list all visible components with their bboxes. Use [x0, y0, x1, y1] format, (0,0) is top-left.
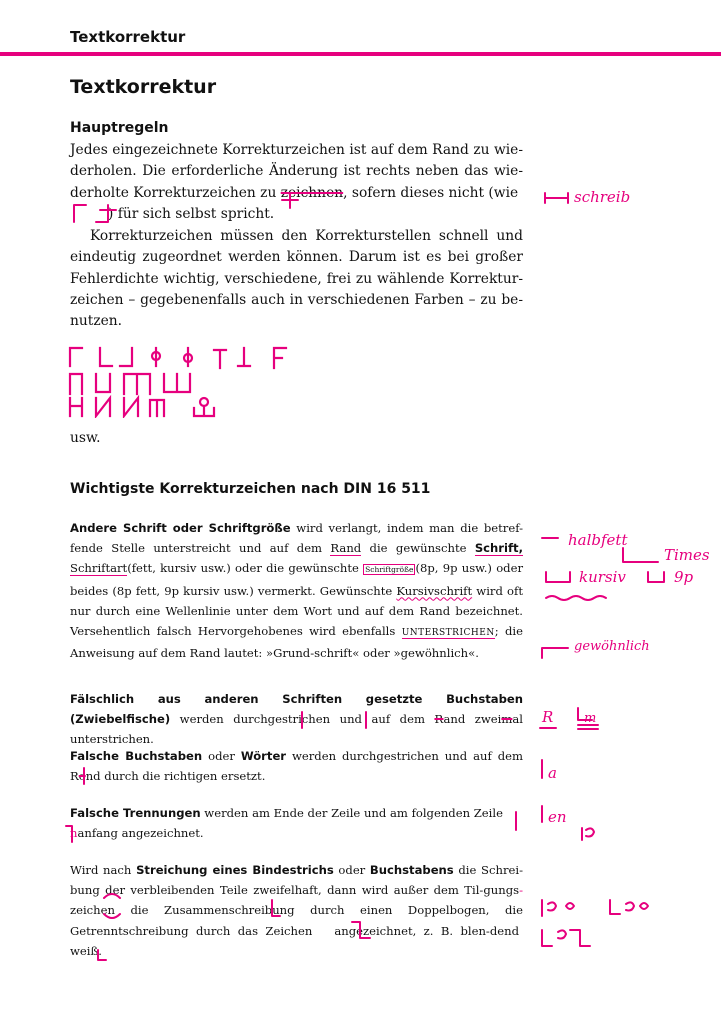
paragraph-hauptregeln-1: Jedes eingezeichnete Korrekturzeichen ist auf dem Rand zu wie- derholen. Die erforderliche Änderung ist rechts neben das wie- derholte Korrekturzeichen zu zeichnen, sofern dieses nicht (wie ) für sich selbst spricht.: [70, 142, 523, 222]
header-rule: [0, 52, 721, 56]
svg-text:schreib: schreib: [574, 188, 631, 206]
heading-din: Wichtigste Korrekturzeichen nach DIN 16 511: [70, 481, 431, 497]
svg-text:halbfett: halbfett: [568, 531, 628, 549]
usw-text: usw.: [70, 430, 101, 446]
svg-text:en: en: [548, 808, 567, 826]
running-header-title: Textkorrektur: [70, 28, 186, 46]
svg-text:9p: 9p: [674, 568, 694, 586]
block-falsche-trennungen: Falsche Trennungen werden am Ende der Zeile und am folgenden Zeile nanfang angezeichnet.: [70, 806, 503, 841]
margin-mark-schreib: [545, 193, 568, 203]
block-falsche-buchstaben: Falsche Buchstaben oder Wörter werden durchgestrichen und auf dem Rond durch die richtigen ersetzt.: [70, 749, 523, 784]
block-zwiebelfische: Fälschlich aus anderen Schriften gesetzte Buchstaben (Zwiebelfische) werden durchgestrichen und auf dem Rand zweimal unterstrichen.: [70, 692, 523, 747]
margin-wavy-line: [546, 596, 606, 600]
svg-text:kursiv: kursiv: [579, 568, 626, 586]
svg-text:gewöhnlich: gewöhnlich: [574, 639, 650, 654]
heading-hauptregeln: Hauptregeln: [70, 120, 169, 136]
struck-word: zeichnen: [280, 184, 344, 201]
paragraph-hauptregeln-2: Korrekturzeichen müssen den Korrekturstellen schnell und eindeutig zugeordnet werden können. Darum ist es bei großer Fehlerdichte wichtig, verschiedene, frei zu wählende Korrektur-zeichen – gegebenenfalls auch in verschiedenen Farben – zu be-nutzen.: [70, 228, 523, 330]
svg-text:Times: Times: [664, 546, 710, 564]
running-header: [0, 0, 721, 58]
block-bindestrich: Wird nach Streichung eines Bindestrichs oder Buchstabens die Schrei-bung der verbleibenden Teile zweifelhaft, dann wird außer dem Til-gungs-zeichen die Zusammenschreibung durch einen Doppelbogen, die Getrenntschreibung durch das Zeichen angezeichnet, z. B. blen-dendweiß.: [70, 863, 523, 958]
svg-text:R: R: [542, 708, 554, 726]
svg-text:a: a: [548, 764, 557, 782]
page-title: Textkorrektur: [70, 76, 217, 98]
block-andere-schrift: Andere Schrift oder Schriftgröße wird verlangt, indem man die betref-fende Stelle unterstreicht und auf dem Rand die gewünschte Schrift, Schriftart(fett, kursiv usw.) oder die gewünschte Schriftgröße (8p, 9p usw.) oder beides (8p fett, 9p kursiv usw.) vermerkt. Gewünschte Kursivschrift wird oft nur durch eine Wellenlinie unter dem Wort und auf dem Rand bezeichnet. Versehentlich falsch Hervorgehobenes wird ebenfalls UNTERSTRICHEN; die Anweisung auf dem Rand lautet: »Grund-schrift« oder »gewöhnlich«.: [70, 521, 523, 661]
correction-symbols-table: [68, 346, 308, 418]
svg-text:m: m: [584, 711, 597, 726]
